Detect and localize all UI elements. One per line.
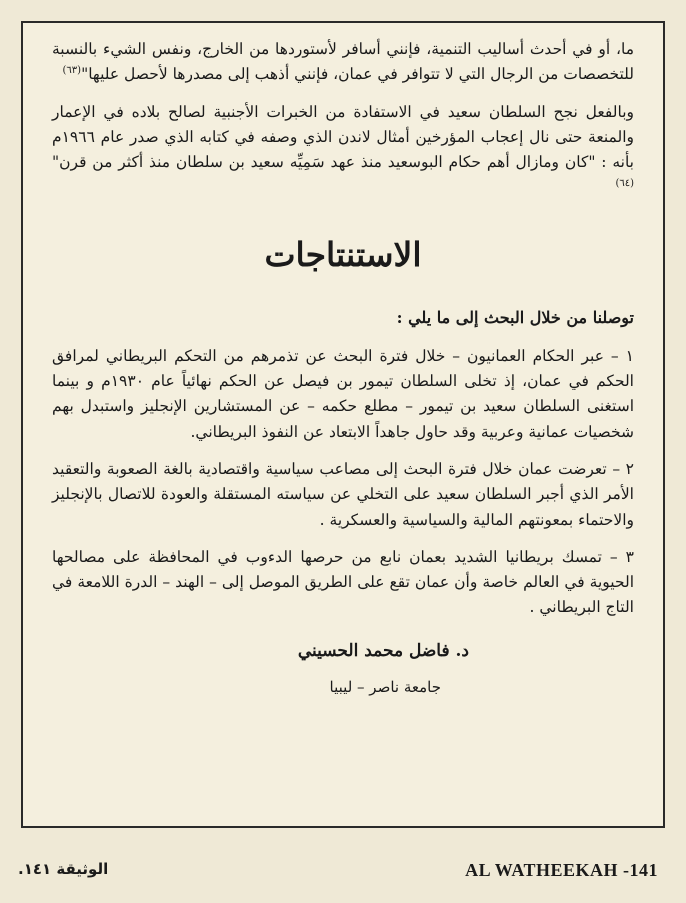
conclusion-item: ٣ – تمسك بريطانيا الشديد بعمان نابع من حرصها الدءوب في المحافظة على مصالحها الحيوية في العالم خاصة وأن عمان تقع على الطريق الموصل إلى – الهند – الدرة اللامعة في التاج البريطاني . — [52, 547, 634, 617]
paragraph-text: ما، أو في أحدث أساليب التنمية، فإنني أسافر لأستوردها من الخارج، ونفس الشيء بالنسبة للتخصصات من الرجال التي لا تتوافر في عمان، فإنني أذهب إلى مصدرها لأحصل عليها" — [52, 40, 634, 84]
body-paragraph — [52, 100, 634, 201]
author-affiliation: جامعة ناصر – ليبيا — [329, 677, 441, 696]
conclusion-item: ١ – عبر الحكام العمانيون – خلال فترة البحث عن تذمرهم من التحكم البريطاني لمرافق الحكم في عمان، إذ تخلى السلطان تيمور بن فيصل عن الحكم نهائياً عام ١٩٣٠م و بينما استغنى السلطان سعيد بن تيمور – مطلع حكمه – عن المستشارين الإنجليز واستبدل بهم شخصيات عمانية وعربية وقد حاول جاهداً الابتعاد عن النفوذ البريطاني. — [52, 346, 634, 441]
section-title: الاستنتاجات — [264, 234, 422, 274]
author-name: د. فاضل محمد الحسيني — [297, 640, 469, 661]
signature-block — [52, 637, 634, 699]
footnote-ref: (٦٣) — [62, 65, 82, 77]
paragraph-text: وبالفعل نجح السلطان سعيد في الاستفادة من الخبرات الأجنبية لصالح بلاده في الإعمار والمنعة حتى نال إعجاب المؤرخين أمثال لاندن الذي وصفه في كتابه الذي صدر عام ١٩٦٦م بأنه : "كان ومازال أهم حكام البوسعيد منذ عهد سَمِيِّه سعيد بن سلطان منذ أكثر من قرن" — [52, 102, 634, 172]
conclusion-item: ٢ – تعرضت عمان خلال فترة البحث إلى مصاعب سياسية واقتصادية بالغة الصعوبة والتعقيد الأمر الذي أجبر السلطان سعيد على التخلي عن سياسته المستقلة والعودة للاتصال بالإنجليز والاحتماء بمعونتهم المالية والسياسية والعسكرية . — [52, 459, 634, 529]
page-frame — [21, 21, 665, 828]
body-paragraph — [52, 37, 634, 88]
conclusions-intro: توصلنا من خلال البحث إلى ما يلي : — [396, 307, 634, 327]
page-footer — [0, 860, 686, 886]
article-body — [52, 37, 634, 699]
footnote-ref: (٦٤) — [615, 178, 634, 190]
footer-arabic-page-label: الوثيقة ١٤١. — [18, 860, 109, 878]
footer-english-page-label: AL WATHEEKAH -141 — [465, 860, 658, 880]
